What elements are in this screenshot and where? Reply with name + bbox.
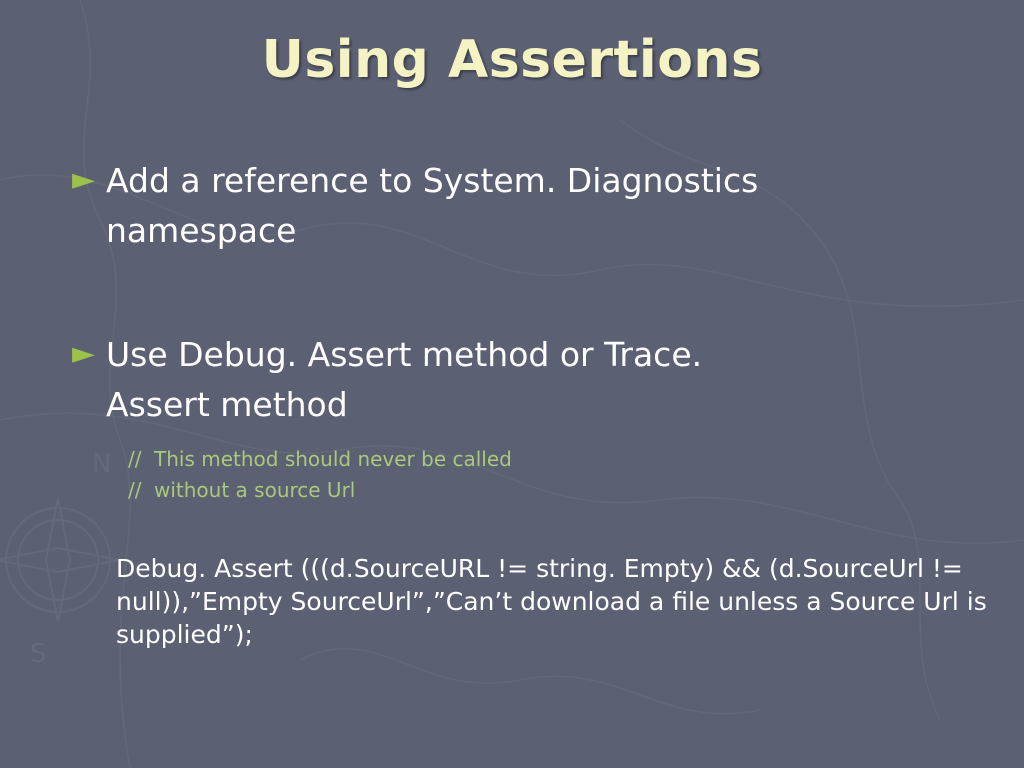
slide-body — [72, 156, 992, 651]
bullet-marker-icon: ► — [72, 162, 96, 197]
spacer — [72, 270, 992, 330]
svg-text:S: S — [30, 639, 47, 669]
code-comment-line — [128, 444, 992, 475]
comment-slashes: // — [128, 478, 142, 502]
bullet-marker-icon: ► — [72, 336, 96, 371]
list-item — [72, 156, 992, 256]
code-snippet: Debug. Assert (((d.SourceURL != string. Empty) && (d.SourceUrl != null)),”Empty SourceUrl”,”Can’t download a file unless a Source Url is supplied”); — [116, 554, 987, 649]
spacer — [72, 506, 992, 552]
comment-text: This method should never be called — [154, 447, 512, 471]
bullet-text: Use Debug. Assert method or Trace. Assert method — [106, 335, 703, 424]
svg-text:N: N — [92, 449, 112, 479]
code-comment-block — [128, 444, 992, 506]
list-item — [72, 330, 992, 430]
comment-text: without a source Url — [154, 478, 356, 502]
code-comment-line — [128, 475, 992, 506]
bullet-text: Add a reference to System. Diagnostics namespace — [106, 161, 759, 250]
page-title: Using Assertions — [261, 30, 763, 90]
comment-slashes: // — [128, 447, 142, 471]
